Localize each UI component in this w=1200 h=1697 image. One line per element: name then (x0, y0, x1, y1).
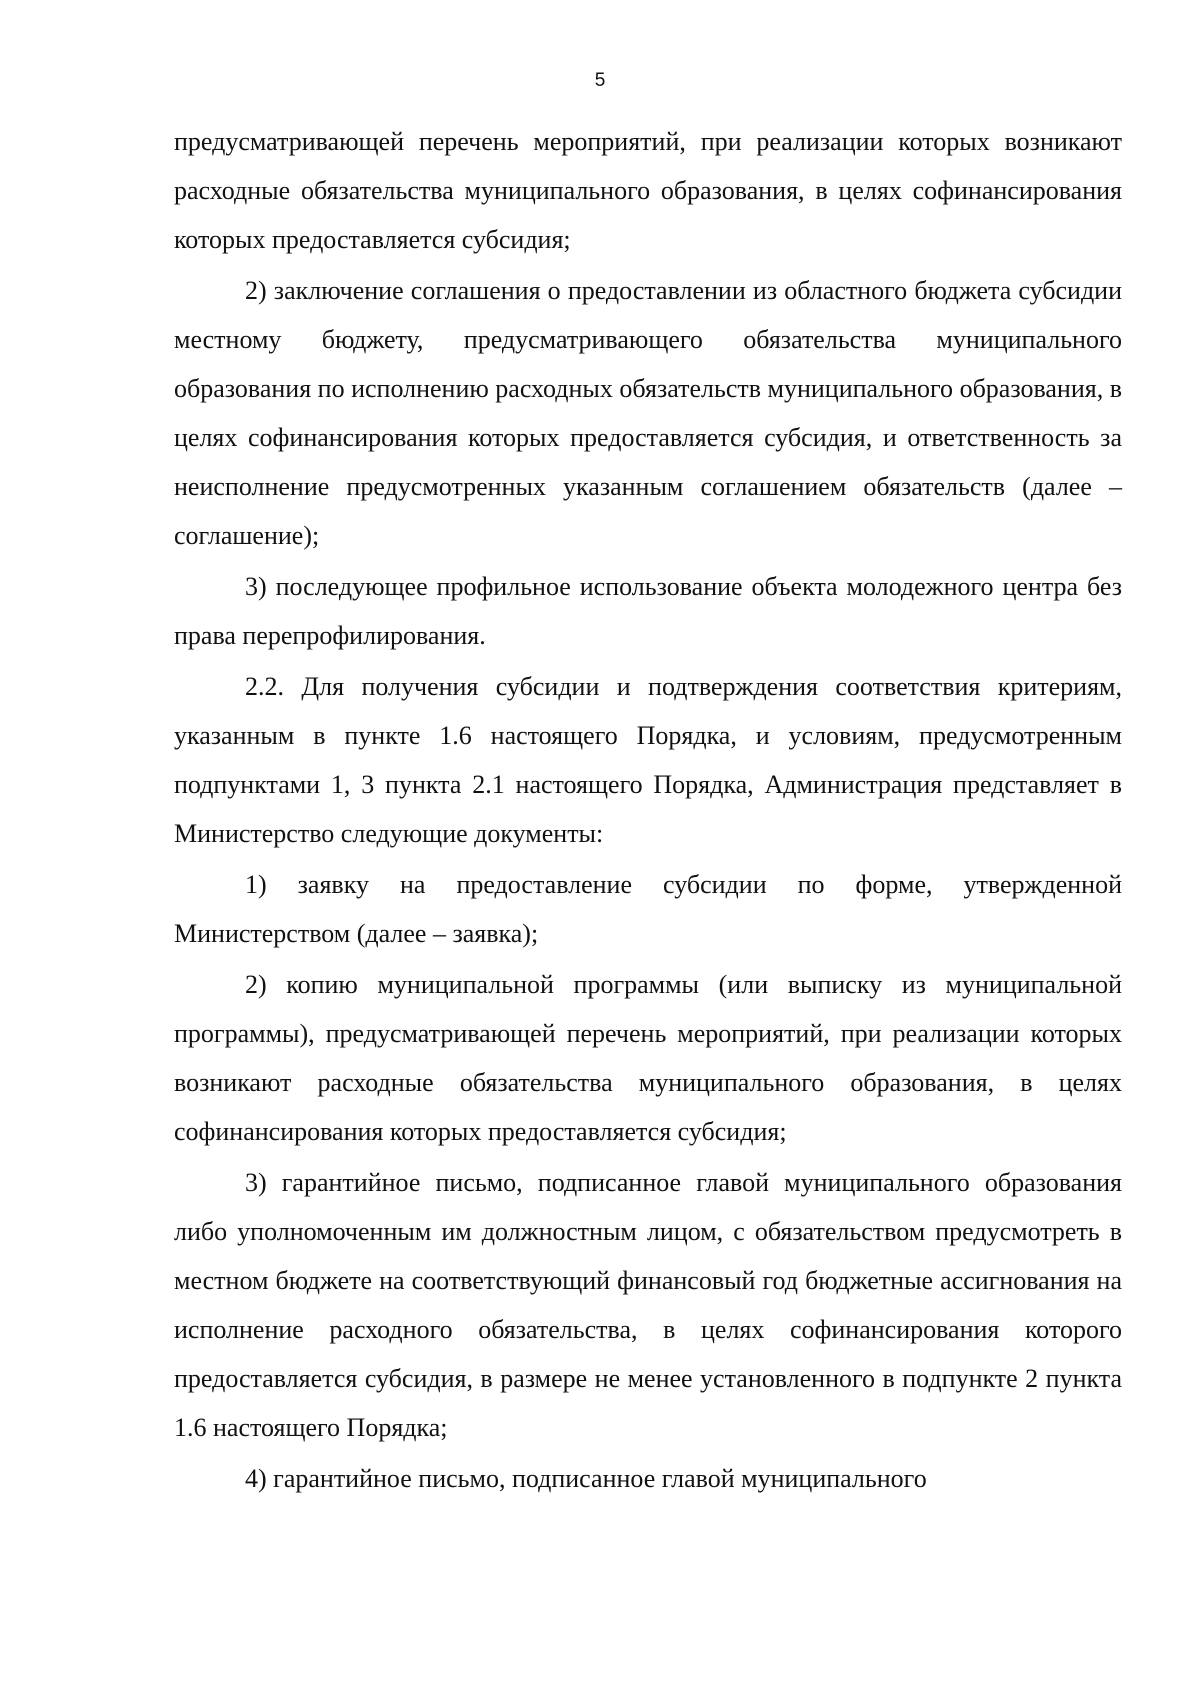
paragraph-section-2-2: 2.2. Для получения субсидии и подтверждения соответствия критериям, указанным в пункте 1.6 настоящего Порядка, и условиям, предусмотренным подпунктами 1, 3 пункта 2.1 настоящего Порядка, Администрация представляет в Министерство следующие документы: (174, 672, 1122, 848)
paragraph-item-3-usage: 3) последующее профильное использование объекта молодежного центра без права перепрофилирования. (174, 572, 1122, 650)
paragraph-item-2-agreement: 2) заключение соглашения о предоставлении из областного бюджета субсидии местному бюджету, предусматривающего обязательства муниципального образования по исполнению расходных обязательств муниципального образования, в целях софинансирования которых предоставляется субсидия, и ответственность за неисполнение предусмотренных указанным соглашением обязательств (далее – соглашение); (174, 276, 1122, 550)
paragraph-doc-item-1: 1) заявку на предоставление субсидии по форме, утвержденной Министерством (далее – заявка); (174, 870, 1122, 948)
paragraph-doc-item-4: 4) гарантийное письмо, подписанное главой муниципального (245, 1464, 927, 1493)
paragraph-doc-item-3: 3) гарантийное письмо, подписанное главой муниципального образования либо уполномоченным им должностным лицом, с обязательством предусмотреть в местном бюджете на соответствующий финансовый год бюджетные ассигнования на исполнение расходного обязательства, в целях софинансирования которого предоставляется субсидия, в размере не менее установленного в подпункте 2 пункта 1.6 настоящего Порядка; (174, 1168, 1122, 1442)
page-number: 5 (594, 70, 606, 91)
paragraph-continuation: предусматривающей перечень мероприятий, при реализации которых возникают расходные обязательства муниципального образования, в целях софинансирования которых предоставляется субсидия; (174, 127, 1122, 254)
paragraph-doc-item-2: 2) копию муниципальной программы (или выписку из муниципальной программы), предусматривающей перечень мероприятий, при реализации которых возникают расходные обязательства муниципального образования, в целях софинансирования которых предоставляется субсидия; (174, 970, 1122, 1146)
document-body (174, 117, 1122, 1505)
